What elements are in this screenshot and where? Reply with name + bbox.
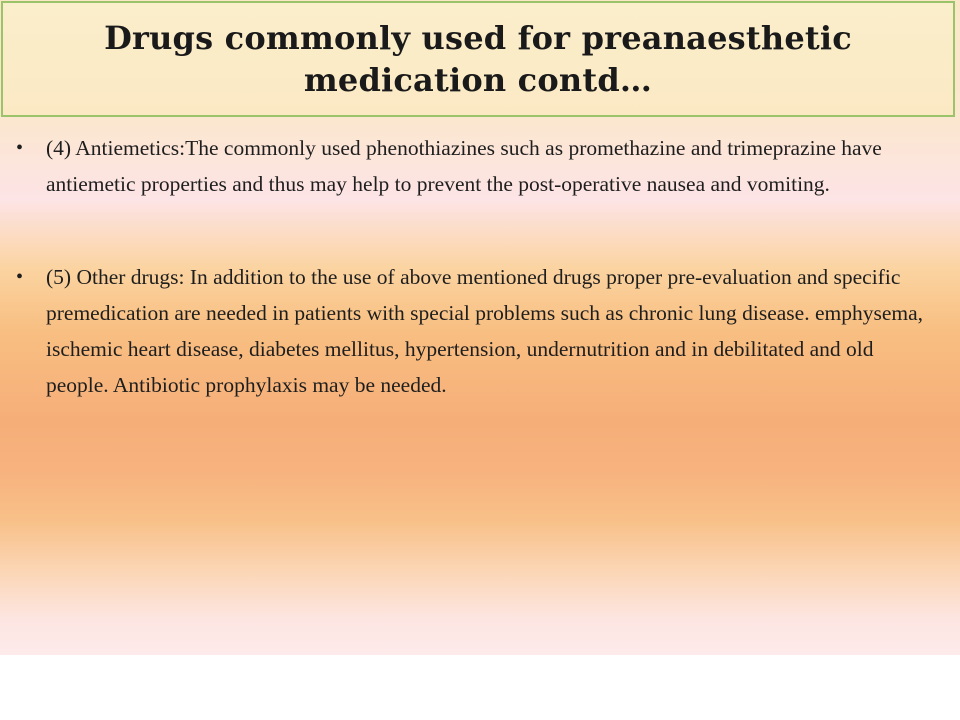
bullet-antiemetics [0, 130, 960, 202]
bullet-marker: • [16, 266, 24, 288]
bullet-other-drugs [0, 259, 960, 403]
bullet-text: (5) Other drugs: In addition to the use of above mentioned drugs proper pre-evaluation and specific premedication are needed in patients with special problems such as chronic lung disease. emphysema, ischemic heart disease, diabetes mellitus, hypertension, undernutrition and in debilitated and old people. Antibiotic prophylaxis may be needed. [46, 265, 924, 397]
title-box [1, 1, 955, 117]
slide-title [104, 17, 852, 101]
bullet-list [0, 130, 960, 403]
bullet-marker: • [16, 137, 24, 159]
bullet-text: (4) Antiemetics:The commonly used phenothiazines such as promethazine and trimeprazine have antiemetic properties and thus may help to prevent the post-operative nausea and vomiting. [46, 136, 882, 196]
slide-title-line-1: Drugs commonly used for preanaesthetic [104, 19, 852, 57]
slide-title-line-2: medication contd… [303, 61, 653, 99]
